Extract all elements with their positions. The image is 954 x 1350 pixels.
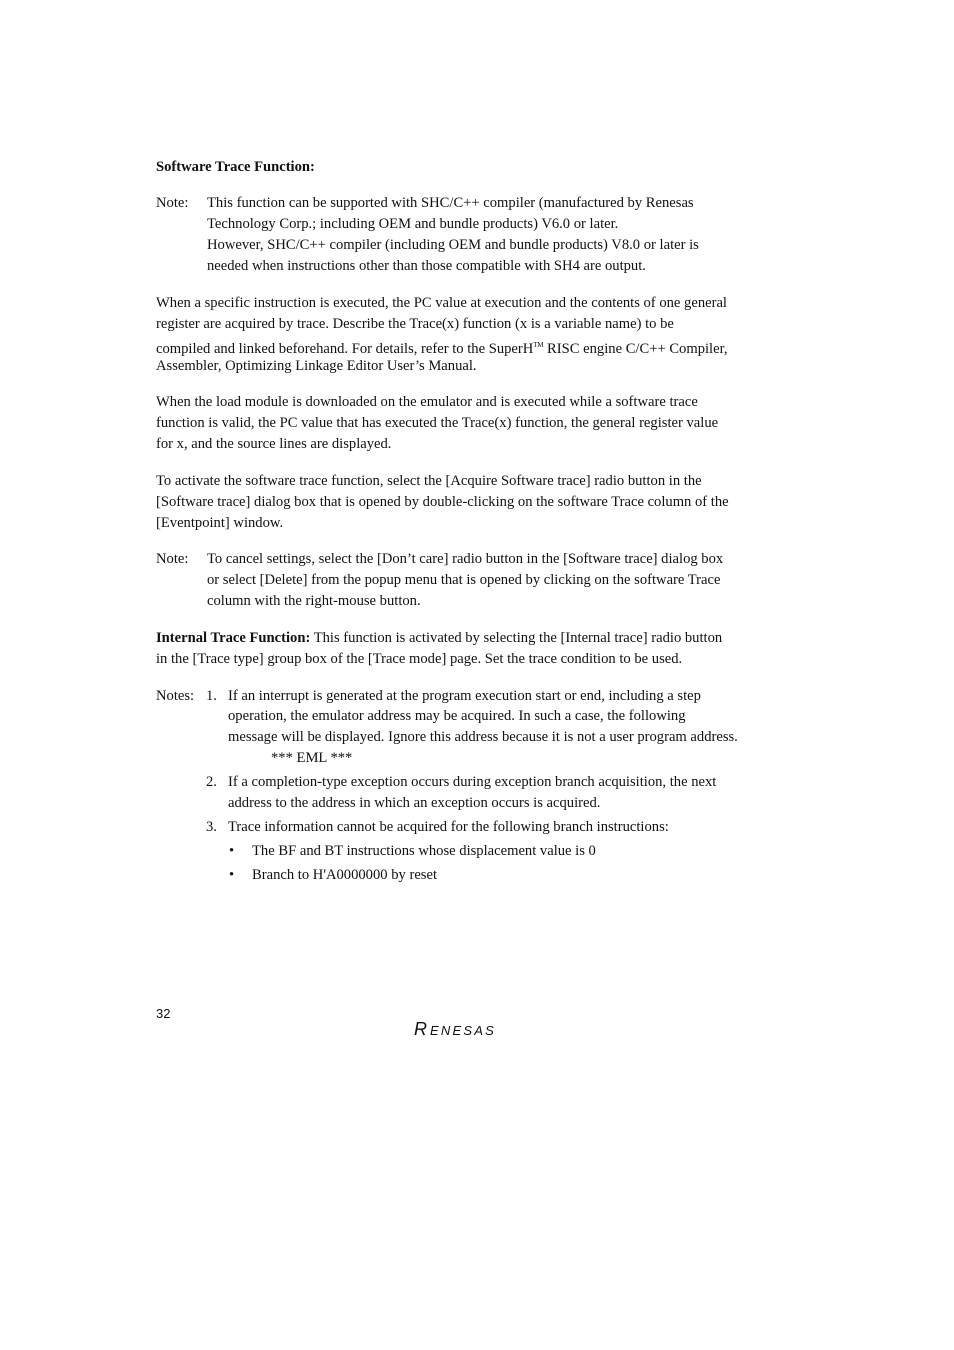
list-item-line: If an interrupt is generated at the program execution start or end, including a step bbox=[228, 688, 701, 704]
paragraph-line: When a specific instruction is executed, the PC value at execution and the contents of one general bbox=[156, 295, 727, 311]
renesas-logo bbox=[414, 1018, 534, 1043]
paragraph-line: To activate the software trace function, select the [Acquire Software trace] radio button in the bbox=[156, 473, 702, 489]
internal-trace-heading: Internal Trace Function: bbox=[156, 630, 311, 646]
bullet-item: The BF and BT instructions whose displacement value is 0 bbox=[252, 843, 596, 859]
note-label: Note: bbox=[156, 195, 189, 211]
note-line: needed when instructions other than those compatible with SH4 are output. bbox=[207, 258, 646, 274]
list-number: 2. bbox=[206, 774, 217, 790]
list-item-line: If a completion-type exception occurs during exception branch acquisition, the next bbox=[228, 774, 717, 790]
list-item-line: Trace information cannot be acquired for the following branch instructions: bbox=[228, 819, 669, 835]
svg-text:ENESAS: ENESAS bbox=[430, 1023, 496, 1038]
paragraph-line: Assembler, Optimizing Linkage Editor User’s Manual. bbox=[156, 358, 477, 374]
renesas-logo-graphic bbox=[414, 1018, 534, 1038]
paragraph-text: This function is activated by selecting the [Internal trace] radio button bbox=[310, 630, 723, 646]
software-trace-heading: Software Trace Function: bbox=[156, 159, 315, 175]
svg-text:R: R bbox=[414, 1019, 428, 1038]
paragraph-line: [Software trace] dialog box that is opened by double-clicking on the software Trace column of the bbox=[156, 494, 729, 510]
list-item-line: operation, the emulator address may be acquired. In such a case, the following bbox=[228, 708, 686, 724]
note-line: or select [Delete] from the popup menu that is opened by clicking on the software Trace bbox=[207, 572, 721, 588]
superh-text: compiled and linked beforehand. For details, refer to the SuperH bbox=[156, 341, 534, 357]
note-line: To cancel settings, select the [Don’t care] radio button in the [Software trace] dialog box bbox=[207, 551, 724, 567]
paragraph-line: [Eventpoint] window. bbox=[156, 515, 284, 531]
note-line: column with the right-mouse button. bbox=[207, 593, 421, 609]
paragraph-line: When the load module is downloaded on the emulator and is executed while a software trace bbox=[156, 394, 698, 410]
paragraph-text: RISC engine C/C++ Compiler, bbox=[543, 341, 728, 357]
paragraph-line: function is valid, the PC value that has executed the Trace(x) function, the general register value bbox=[156, 415, 719, 431]
bullet-icon: • bbox=[229, 867, 235, 883]
note-line: This function can be supported with SHC/C++ compiler (manufactured by Renesas bbox=[207, 195, 694, 211]
list-number: 1. bbox=[206, 688, 217, 704]
bullet-icon: • bbox=[229, 843, 235, 859]
paragraph-line: register are acquired by trace. Describe the Trace(x) function (x is a variable name) to be bbox=[156, 316, 674, 332]
internal-trace-line bbox=[156, 628, 722, 649]
list-number: 3. bbox=[206, 819, 217, 835]
paragraph-line: for x, and the source lines are displayed. bbox=[156, 436, 392, 452]
note-label: Note: bbox=[156, 551, 189, 567]
paragraph-line: in the [Trace type] group box of the [Trace mode] page. Set the trace condition to be used. bbox=[156, 651, 683, 667]
note-line: Technology Corp.; including OEM and bundle products) V6.0 or later. bbox=[207, 216, 619, 232]
bullet-item: Branch to H'A0000000 by reset bbox=[252, 867, 438, 883]
eml-message: *** EML *** bbox=[271, 750, 353, 766]
page-number: 32 bbox=[156, 1006, 171, 1021]
list-item-line: message will be displayed. Ignore this address because it is not a user program address. bbox=[228, 729, 738, 745]
notes-label: Notes: bbox=[156, 688, 195, 704]
trademark-symbol: TM bbox=[533, 341, 544, 349]
note-line: However, SHC/C++ compiler (including OEM and bundle products) V8.0 or later is bbox=[207, 237, 699, 253]
list-item-line: address to the address in which an exception occurs is acquired. bbox=[228, 795, 601, 811]
